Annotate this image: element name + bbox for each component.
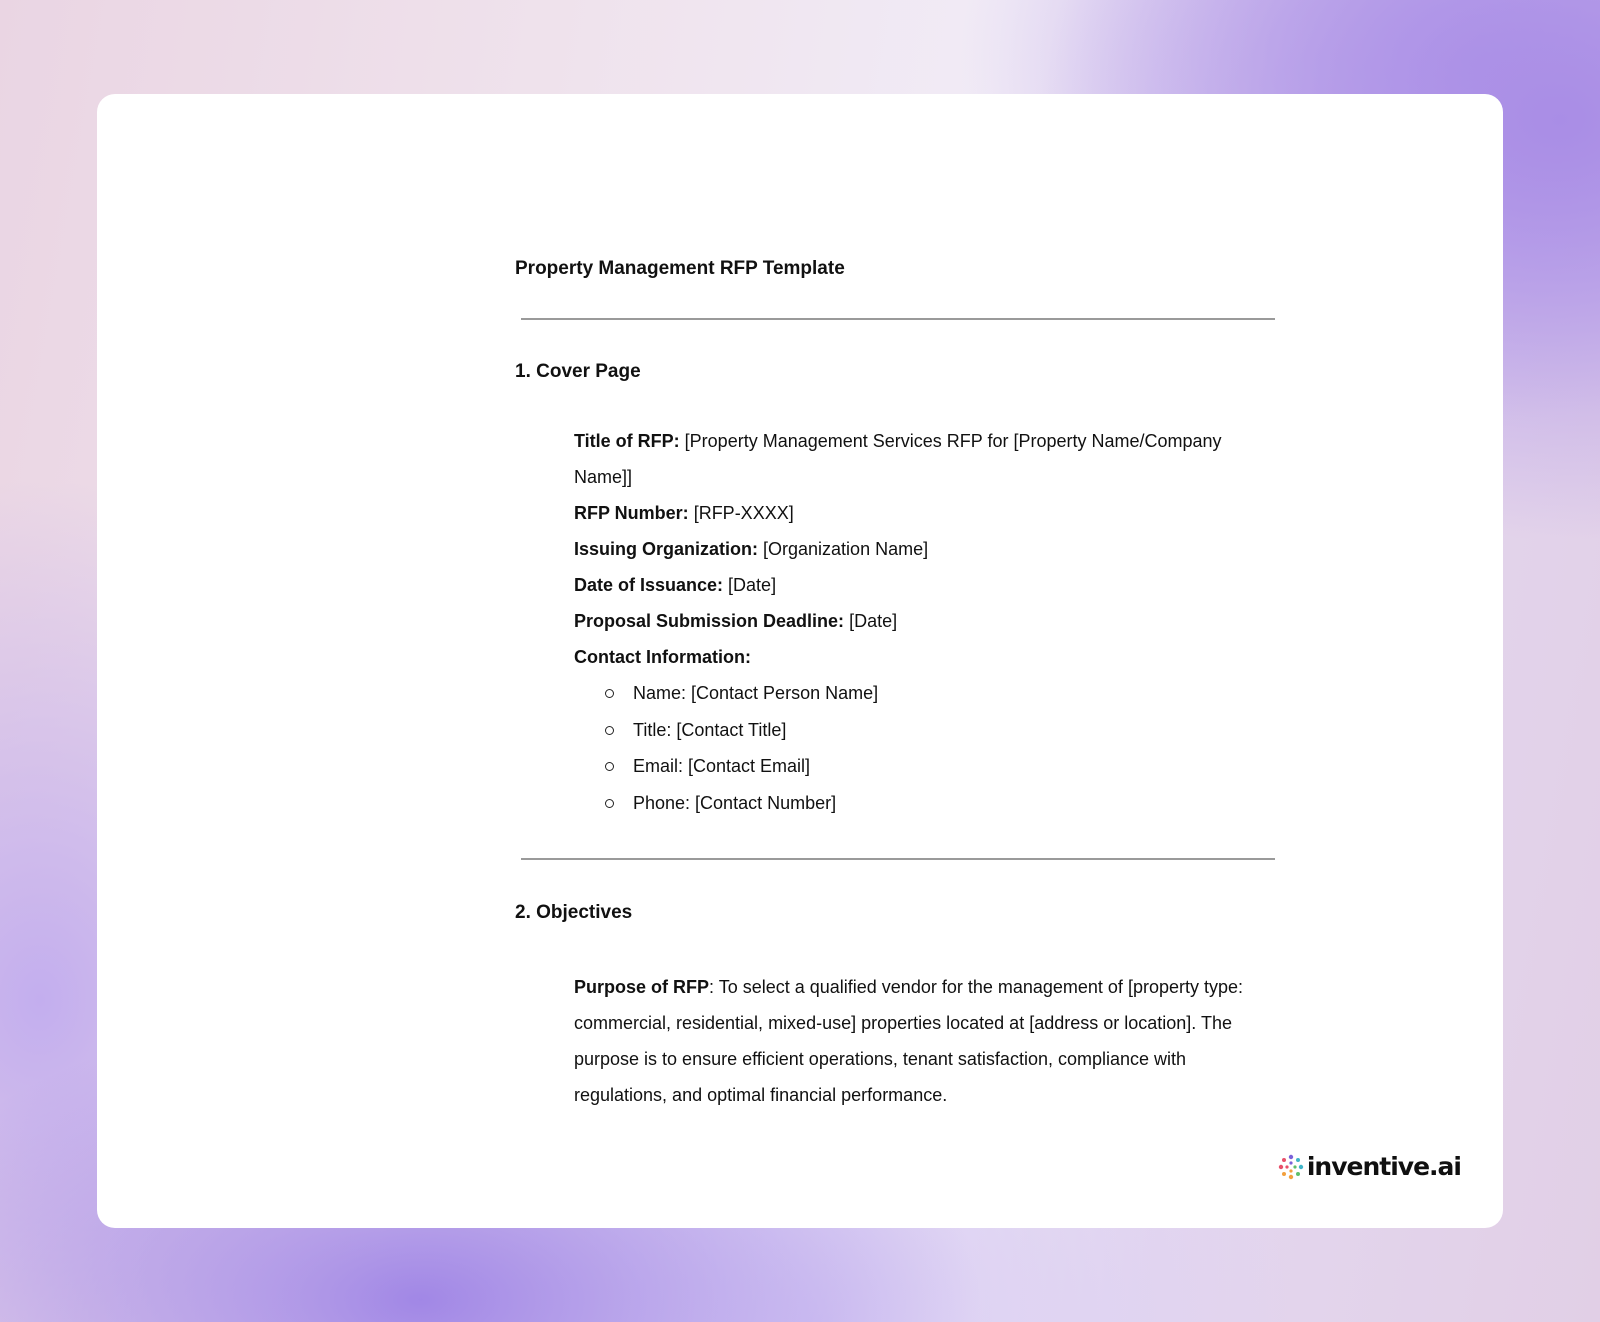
cover-page-fields	[574, 423, 1274, 821]
field-rfp-number	[574, 495, 1274, 531]
list-item	[574, 675, 1274, 712]
field-issuing-organization	[574, 531, 1274, 567]
hollow-bullet-icon	[605, 726, 614, 735]
hollow-bullet-icon	[605, 762, 614, 771]
purpose-label: Purpose of RFP	[574, 977, 710, 997]
section-heading-cover-page: 1. Cover Page	[515, 361, 641, 382]
field-label: Date of Issuance:	[574, 575, 724, 595]
contact-item-text: Title: [Contact Title]	[633, 719, 787, 740]
purpose-text: : To select a qualified vendor for the management of [property type: commercial, residential, mixed-use] properties located at [address or location]. The purpose is to ensure efficient operations, tenant satisfaction, compliance with regulations, and optimal financial performance.	[574, 977, 1243, 1105]
section-divider	[521, 318, 1275, 320]
contact-info-list	[574, 675, 1274, 821]
field-label: Proposal Submission Deadline:	[574, 611, 845, 631]
field-label: RFP Number:	[574, 503, 689, 523]
document-card	[97, 94, 1503, 1228]
list-item	[574, 748, 1274, 785]
field-submission-deadline	[574, 603, 1274, 639]
brand-name: inventive.ai	[1306, 1152, 1461, 1181]
field-title-of-rfp	[574, 423, 1274, 495]
contact-item-text: Name: [Contact Person Name]	[633, 683, 879, 703]
section-heading-objectives: 2. Objectives	[515, 902, 633, 923]
field-value: [Date]	[844, 611, 898, 631]
field-value: [Organization Name]	[758, 539, 929, 559]
list-item	[574, 712, 1274, 749]
section-divider	[521, 858, 1275, 860]
list-item	[574, 785, 1274, 822]
hollow-bullet-icon	[605, 689, 614, 698]
hollow-bullet-icon	[605, 799, 614, 808]
contact-item-text: Phone: [Contact Number]	[633, 792, 837, 813]
field-label: Contact Information:	[574, 647, 751, 667]
purpose-paragraph	[574, 969, 1274, 1113]
field-label: Issuing Organization:	[574, 539, 759, 559]
contact-item-text: Email: [Contact Email]	[633, 756, 811, 776]
field-contact-information	[574, 639, 1274, 821]
field-value: [Property Management Services RFP for [Property Name/Company Name]]	[574, 431, 1222, 487]
field-date-of-issuance	[574, 567, 1274, 603]
field-value: [RFP-XXXX]	[688, 503, 794, 523]
document-title: Property Management RFP Template	[515, 258, 845, 279]
brand-logo	[1278, 1152, 1461, 1181]
sparkle-dots-logo-icon	[1278, 1154, 1304, 1180]
field-label: Title of RFP:	[574, 431, 680, 451]
field-value: [Date]	[723, 575, 777, 595]
